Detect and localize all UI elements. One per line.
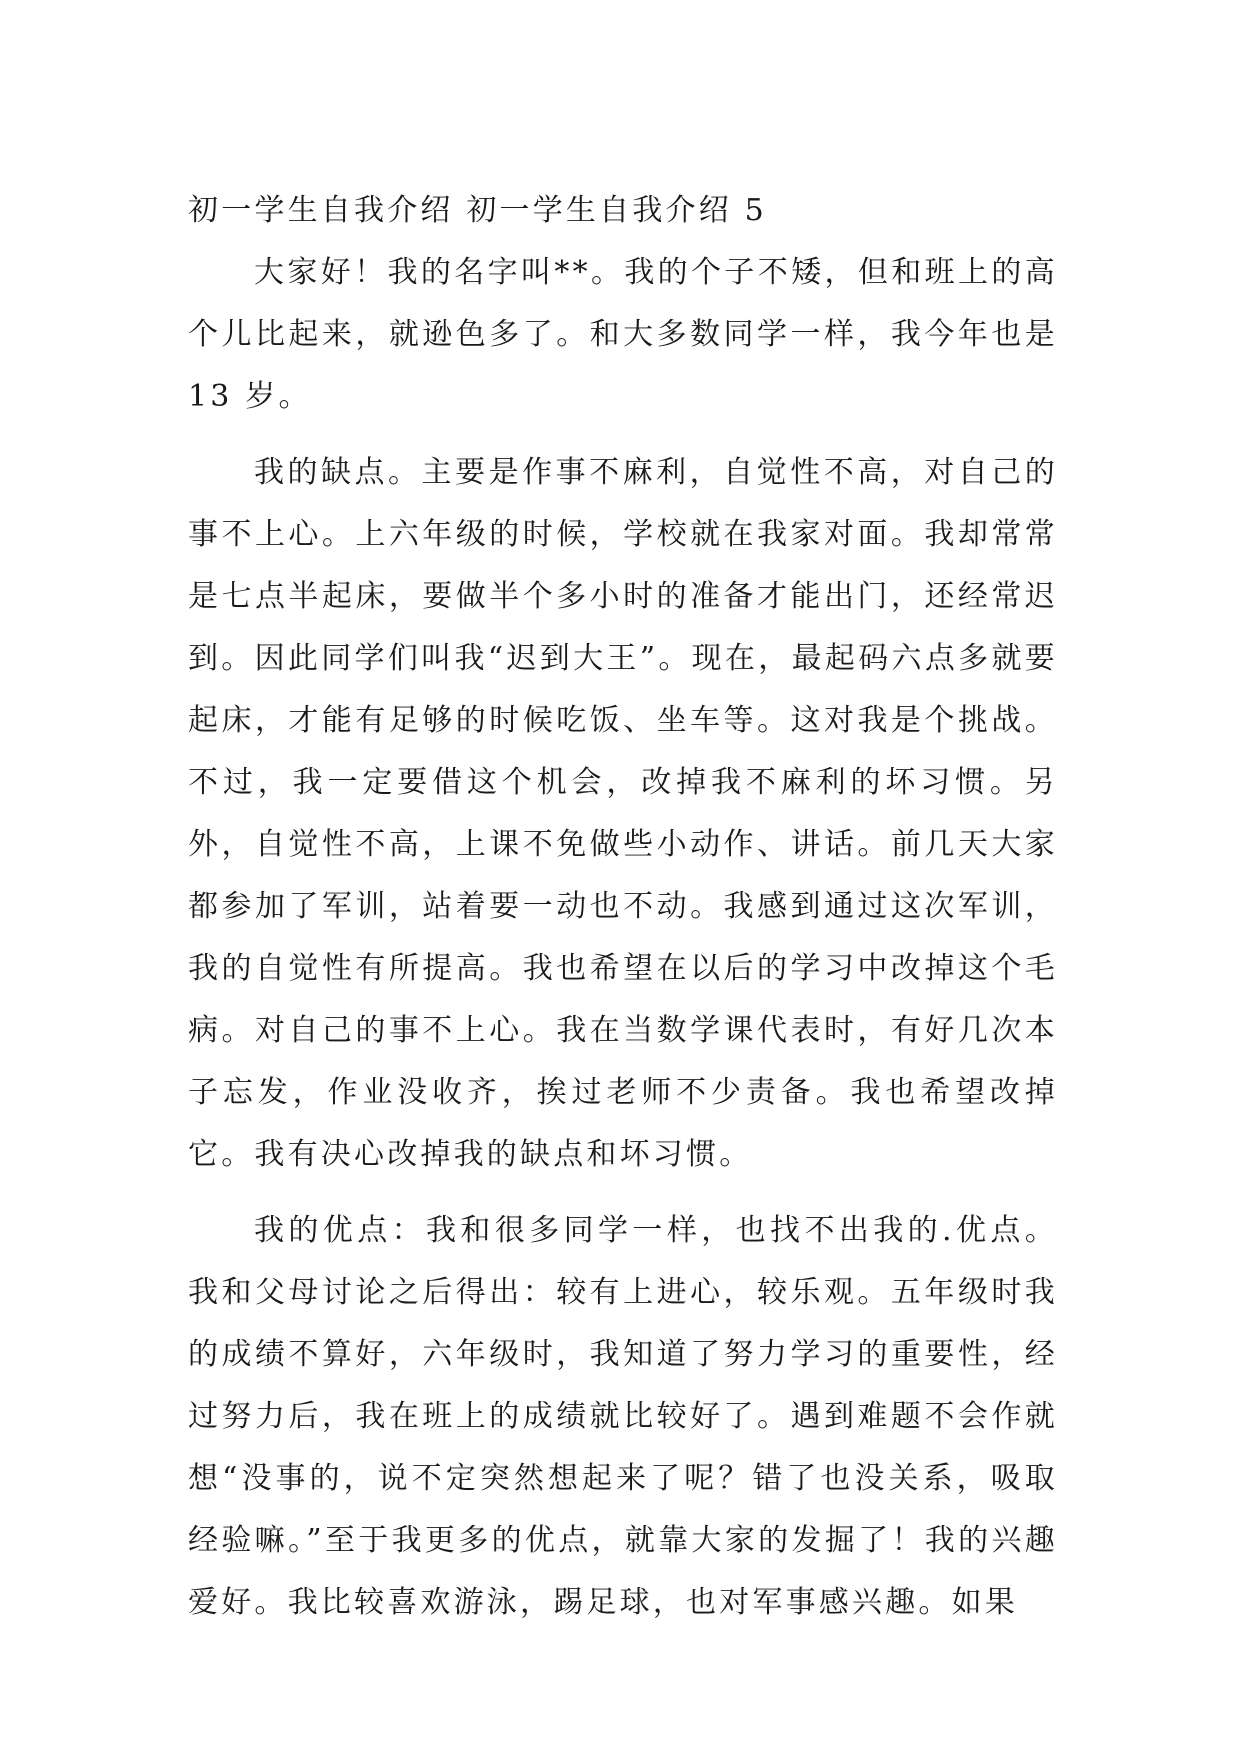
paragraph-strengths: 我的优点：我和很多同学一样，也找不出我的.优点。我和父母讨论之后得出：较有上进心，较乐观。五年级时我的成绩不算好，六年级时，我知道了努力学习的重要性，经过努力后，我在班上的成绩就比较好了。遇到难题不会作就想“没事的，说不定突然想起来了呢？错了也没关系，吸取经验嘛。”至于我更多的优点，就靠大家的发掘了！我的兴趣爱好。我比较喜欢游泳，踢足球，也对军事感兴趣。如果 [188, 1213, 1058, 1620]
document-title: 初一学生自我介绍 初一学生自我介绍 5 [188, 193, 767, 228]
paragraph-shortcomings: 我的缺点。主要是作事不麻利，自觉性不高，对自己的事不上心。上六年级的时候，学校就在我家对面。我却常常是七点半起床，要做半个多小时的准备才能出门，还经常迟到。因此同学们叫我“迟到大王”。现在，最起码六点多就要起床，才能有足够的时候吃饭、坐车等。这对我是个挑战。不过，我一定要借这个机会，改掉我不麻利的坏习惯。另外，自觉性不高，上课不免做些小动作、讲话。前几天大家都参加了军训，站着要一动也不动。我感到通过这次军训，我的自觉性有所提高。我也希望在以后的学习中改掉这个毛病。对自己的事不上心。我在当数学课代表时，有好几次本子忘发，作业没收齐，挨过老师不少责备。我也希望改掉它。我有决心改掉我的缺点和坏习惯。 [188, 455, 1058, 1172]
document-body [188, 180, 1058, 1634]
paragraph-introduction: 大家好！我的名字叫**。我的个子不矮，但和班上的高个儿比起来，就逊色多了。和大多数同学一样，我今年也是 13 岁。 [188, 255, 1058, 414]
